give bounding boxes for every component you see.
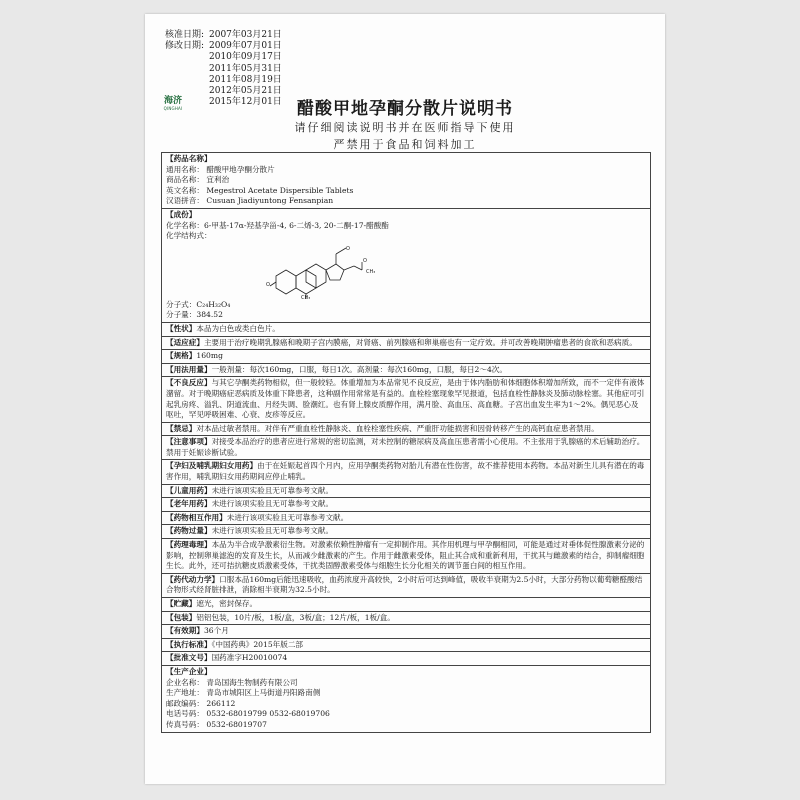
trade-name: 商品名称： 宜利治 bbox=[166, 175, 230, 185]
section-text: 口服本品160mg后能迅速吸收，血药浓度升高较快，2小时后可达到峰值，吸收半衰期为2.5小时，大部分药物以葡萄糖醛酸结合物形式经肾脏排泄，消除相半衰期为32.5小时。 bbox=[166, 574, 643, 595]
english-name: 英文名称： Megestrol Acetate Dispersible Tablets bbox=[166, 185, 354, 195]
section-heading: 【用法用量】 bbox=[166, 364, 212, 374]
section-composition bbox=[161, 208, 651, 322]
company-postcode: 邮政编码： 266112 bbox=[166, 698, 236, 708]
section-package bbox=[161, 611, 651, 625]
section-children bbox=[161, 484, 651, 498]
section-heading: 【药理毒理】 bbox=[166, 540, 212, 550]
section-text: 本品为白色或类白色片。 bbox=[196, 323, 280, 333]
section-text: 遮光，密封保存。 bbox=[196, 599, 258, 608]
section-text: 主要用于治疗晚期乳腺癌和晚期子宫内膜癌，对肾癌、前列腺癌和卵巢癌也有一定疗效。并可改善晚期肿瘤患者的食欲和恶病质。 bbox=[203, 337, 637, 347]
section-heading: 【药代动力学】 bbox=[166, 574, 220, 584]
section-text: 《中国药典》2015年版二部 bbox=[211, 639, 304, 649]
svg-text:O: O bbox=[346, 245, 350, 252]
section-heading: 【注意事项】 bbox=[166, 437, 212, 447]
section-heading: 【儿童用药】 bbox=[166, 485, 212, 495]
section-heading: 【包装】 bbox=[166, 612, 197, 622]
section-text: 对本品过敏者禁用。对伴有严重血栓性静脉炎、血栓栓塞性疾病、严重肝功能损害和因骨转移产生的高钙血症患者禁用。 bbox=[196, 423, 599, 433]
structure-label: 化学结构式： bbox=[166, 231, 212, 241]
section-text: 未进行该项实验且无可靠参考文献。 bbox=[211, 485, 334, 495]
section-validity bbox=[161, 624, 651, 638]
approve-label: 核准日期: bbox=[165, 30, 205, 40]
section-text: 铝铝包装，10片/板，1板/盒，3板/盒；12片/板，1板/盒。 bbox=[196, 612, 395, 622]
chemical-name: 化学名称：6-甲基-17α-羟基孕甾-4, 6-二烯-3, 20-二酮-17-醋酸酯 bbox=[166, 220, 389, 230]
instruction-sheet bbox=[145, 14, 665, 784]
revise-label: 修改日期: bbox=[165, 41, 205, 52]
section-spec bbox=[161, 349, 651, 363]
section-approval-number bbox=[161, 651, 651, 665]
section-storage bbox=[161, 597, 651, 611]
section-precautions bbox=[161, 435, 651, 459]
svg-text:O: O bbox=[363, 257, 367, 264]
section-heading: 【适应症】 bbox=[166, 337, 204, 347]
structure-diagram bbox=[266, 242, 386, 300]
section-heading: 【性状】 bbox=[166, 323, 197, 333]
subtitle-food-ban: 严禁用于食品和饲料加工 bbox=[333, 138, 477, 151]
revise-date: 2015年12月01日 bbox=[209, 97, 282, 108]
section-interactions bbox=[161, 511, 651, 525]
section-heading: 【规格】 bbox=[166, 351, 197, 361]
section-heading: 【老年用药】 bbox=[166, 499, 212, 509]
section-heading: 【不良反应】 bbox=[166, 378, 212, 388]
section-heading: 【禁忌】 bbox=[166, 423, 197, 433]
molecular-weight: 分子量：384.52 bbox=[166, 310, 223, 320]
revise-date: 2012年05月21日 bbox=[209, 85, 282, 96]
section-pharmacology bbox=[161, 538, 651, 573]
revise-date: 2010年09月17日 bbox=[209, 52, 282, 63]
section-text: 160mg bbox=[196, 351, 223, 361]
section-heading: 【孕妇及哺乳期妇女用药】 bbox=[166, 461, 258, 471]
subtitle-read-carefully: 请仔细阅读说明书并在医师指导下使用 bbox=[294, 121, 516, 134]
section-indications bbox=[161, 336, 651, 350]
company-name: 企业名称： 青岛国海生物制药有限公司 bbox=[166, 677, 298, 687]
section-contraindications bbox=[161, 422, 651, 436]
revise-date: 2009年07月01日 bbox=[209, 41, 282, 52]
section-heading: 【有效期】 bbox=[166, 626, 204, 636]
section-text: 36个月 bbox=[203, 626, 229, 636]
section-text: 由于在妊娠起首四个月内，应用孕酮类药物对胎儿有潜在性伤害，故不推荐使用本药物。本品对新生儿具有潜在的毒害作用，哺乳期妇女用药期间应停止哺乳。 bbox=[166, 461, 645, 482]
section-list bbox=[161, 152, 651, 733]
section-text: 国药准字H20010074 bbox=[211, 653, 288, 663]
molecular-formula: 分子式：C₂₄H₃₂O₄ bbox=[166, 299, 231, 309]
section-text: 对接受本品治疗的患者应进行常规的密切监测，对未控制的糖尿病及高血压患者需小心使用。不主张用于乳腺癌的术后辅助治疗。禁用于妊娠诊断试验。 bbox=[166, 437, 645, 457]
section-usage bbox=[161, 363, 651, 377]
section-overdose bbox=[161, 524, 651, 538]
section-pregnancy bbox=[161, 459, 651, 483]
section-text: 未进行该项实验且无可靠参考文献。 bbox=[226, 512, 349, 522]
section-heading: 【药品名称】 bbox=[166, 154, 212, 163]
generic-name: 通用名称： 醋酸甲地孕酮分散片 bbox=[166, 164, 275, 174]
section-heading: 【生产企业】 bbox=[166, 666, 212, 676]
section-heading: 【执行标准】 bbox=[166, 639, 212, 649]
section-standard bbox=[161, 638, 651, 652]
section-drug-name bbox=[161, 152, 651, 208]
chemical-structure bbox=[166, 242, 646, 300]
logo-mark: 海济 bbox=[163, 96, 182, 106]
section-heading: 【贮藏】 bbox=[166, 599, 197, 608]
svg-text:CH₃: CH₃ bbox=[301, 294, 311, 300]
section-character bbox=[161, 322, 651, 336]
svg-text:O: O bbox=[266, 281, 270, 288]
section-elderly bbox=[161, 497, 651, 511]
section-pharmacokinetics bbox=[161, 573, 651, 597]
section-text: 与其它孕酮类药物相似，但一般较轻。体重增加为本品常见不良反应，是由于体内脂肪和体细胞体积增加所致，而不一定伴有液体潴留。对于晚期癌症恶病质及体重下降患者，这种副作用常常是有益的。血栓栓塞现象罕见报道，包括血栓性静脉炎及肺动脉栓塞。其他症可引起乳房疼、溢乳、阴道流血、月经失调、脸潮红。也有肾上腺皮质醇作用，满月脸、高血压、高血糖。子宫出血发生率为1～2%。偶见恶心及呕吐，罕见呼吸困难、心衰、皮疹等反应。 bbox=[166, 378, 645, 420]
approve-date: 2007年03月21日 bbox=[209, 30, 282, 40]
section-text: 一般剂量：每次160mg，口服，每日1次。高剂量：每次160mg，口服，每日2～4次。 bbox=[211, 364, 507, 374]
pinyin-name: 汉语拼音： Cusuan Jiadiyuntong Fensanpian bbox=[166, 196, 334, 206]
section-text: 未进行该项实验且无可靠参考文献。 bbox=[211, 499, 334, 509]
company-phone: 电话号码： 0532-68019799 0532-68019706 bbox=[166, 709, 330, 719]
svg-text:CH₃: CH₃ bbox=[366, 268, 376, 275]
section-heading: 【批准文号】 bbox=[166, 653, 212, 663]
revise-date: 2011年08月19日 bbox=[209, 74, 282, 85]
document-title: 醋酸甲地孕酮分散片说明书 bbox=[297, 99, 513, 119]
section-heading: 【成份】 bbox=[166, 209, 197, 219]
company-fax: 传真号码： 0532-68019707 bbox=[166, 719, 267, 729]
section-heading: 【药物过量】 bbox=[166, 526, 212, 536]
section-manufacturer bbox=[161, 665, 651, 733]
revise-date: 2011年05月31日 bbox=[209, 63, 282, 74]
logo-text: QINGHAI bbox=[163, 106, 183, 111]
section-adverse-reactions bbox=[161, 376, 651, 421]
section-heading: 【药物相互作用】 bbox=[166, 512, 227, 522]
company-address: 生产地址： 青岛市城阳区上马街道丹阳路南侧 bbox=[166, 688, 321, 698]
section-text: 本品为半合成孕激素衍生物。对激素依赖性肿瘤有一定抑制作用。其作用机理与甲孕酮相同，可能是通过对垂体促性腺激素分泌的影响，控制卵巢滤泡的发育及生长，从而减少雌激素的产生。作用于雌激素受体，阻止其合成和重新利用，干扰其与雌激素的结合，抑制瘤细胞生长。此外，还可拮抗糖皮质激素受体，干扰类固醇激素受体与细胞生长分化相关的调节蛋白间的相互作用。 bbox=[166, 540, 645, 571]
section-text: 未进行该项实验且无可靠参考文献。 bbox=[211, 526, 334, 536]
